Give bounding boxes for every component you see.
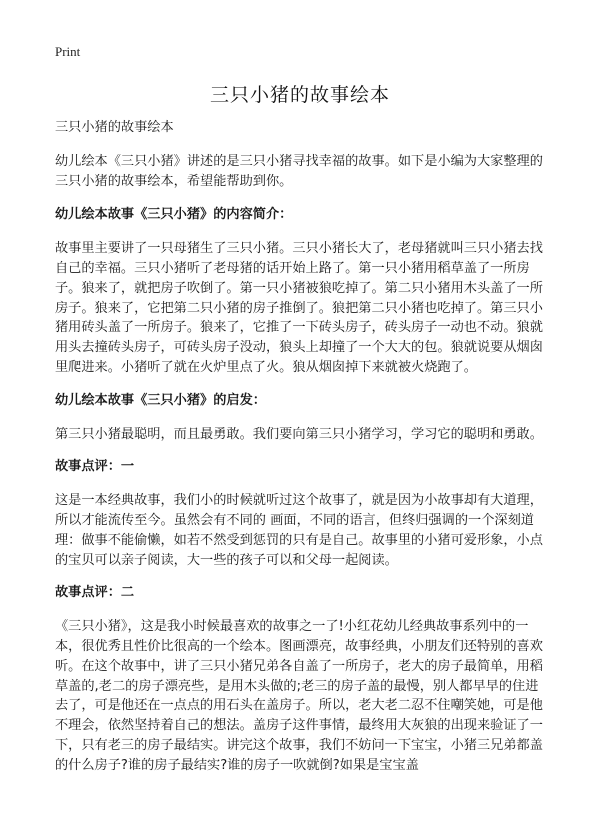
- article-subtitle: 三只小猪的故事绘本: [55, 120, 174, 135]
- section-body-review-two: 《三只小猪》，这是我小时候最喜欢的故事之一了!小红花幼儿经典故事系列中的一本，很优秀且性价比很高的一个绘本。图画漂亮，故事经典，小朋友们还特别的喜欢听。在这个故事中，讲了三只小猪兄弟各自盖了一所房子，老大的房子最简单，用稻草盖的,老二的房子漂亮些，是用木头做的;老三的房子盖的最慢，别人都早早的住进去了，可是他还在一点点的用石头在盖房子。所以，老大老二忍不住嘲笑她，可是他不理会，依然坚持着自己的想法。盖房子这件事情，最终用大灰狼的出现来验证了一下，只有老三的房子最结实。讲完这个故事，我们不妨问一下宝宝，小猪三兄弟都盖的什么房子?谁的房子最结实?谁的房子一吹就倒?如果是宝宝盖: [55, 619, 543, 773]
- section-heading-review-two: 故事点评：二: [55, 585, 135, 601]
- intro-paragraph: 幼儿绘本《三只小猪》讲述的是三只小猪寻找幸福的故事。如下是小编为大家整理的三只小猪的故事绘本，希望能帮助到你。: [55, 153, 543, 189]
- section-body-summary: 故事里主要讲了一只母猪生了三只小猪。三只小猪长大了，老母猪就叫三只小猪去找自己的幸福。三只小猪听了老母猪的话开始上路了。第一只小猪用稻草盖了一所房子。狼来了，就把房子吹倒了。第一只小猪被狼吃掉了。第二只小猪用木头盖了一所房子。狼来了，它把第二只小猪的房子推倒了。狼把第二只小猪也吃掉了。第三只小猪用砖头盖了一所房子。狼来了，它推了一下砖头房子，砖头房子一动也不动。狼就用头去撞砖头房子，可砖头房子没动，狼头上却撞了一个大大的包。狼就说要从烟囱里爬进来。小猪听了就在火炉里点了火。狼从烟囱掉下来就被火烧跑了。: [55, 241, 543, 375]
- section-body-review-one: 这是一本经典故事，我们小的时候就听过这个故事了，就是因为小故事却有大道理，所以才能流传至今。虽然会有不同的 画面，不同的语言，但终归强调的一个深刻道理：做事不能偷懒，如若不然受到惩罚的只有是自己。故事里的小猪可爱形象，小点的宝贝可以亲子阅读，大一些的孩子可以和父母一起阅读。: [55, 493, 543, 568]
- section-heading-inspiration: 幼儿绘本故事《三只小猪》的启发：: [55, 392, 266, 408]
- section-heading-review-one: 故事点评：一: [55, 459, 135, 475]
- page-title: 三只小猪的故事绘本: [209, 84, 390, 106]
- section-body-inspiration: 第三只小猪最聪明，而且最勇敢。我们要向第三只小猪学习，学习它的聪明和勇敢。: [55, 426, 543, 442]
- article-content: [55, 118, 551, 789]
- print-link[interactable]: Print: [55, 44, 81, 59]
- section-heading-summary: 幼儿绘本故事《三只小猪》的内容简介：: [55, 207, 293, 223]
